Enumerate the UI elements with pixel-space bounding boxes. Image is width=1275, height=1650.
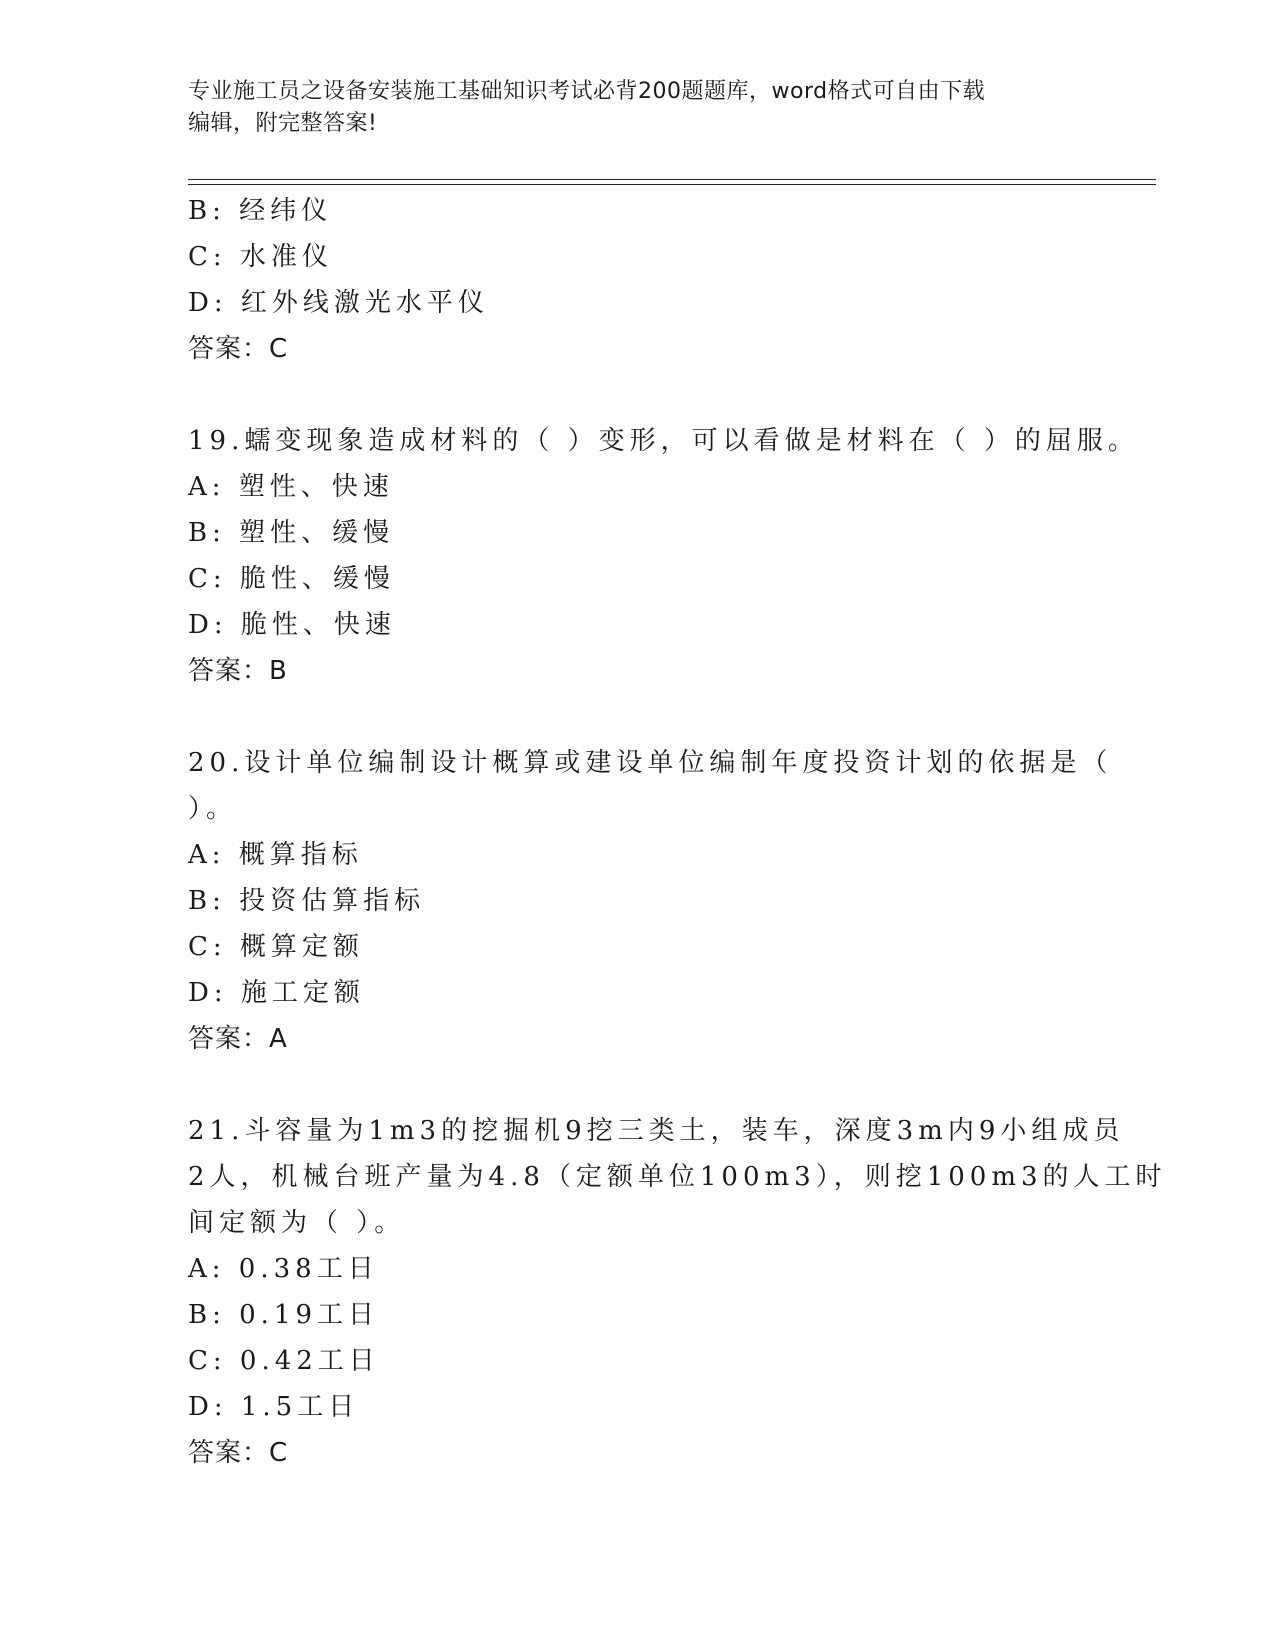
answer-line: 答案：C [188, 1438, 289, 1468]
option-a: A: 0.38工日 [188, 1254, 379, 1284]
option-b: B: 经纬仪 [188, 196, 333, 226]
question-19 [188, 418, 1139, 694]
answer-line: 答案：A [188, 1024, 288, 1054]
question-18-tail [188, 188, 1088, 372]
option-b: B: 0.19工日 [188, 1300, 380, 1330]
option-b: B: 投资估算指标 [188, 886, 426, 916]
option-c: C: 0.42工日 [188, 1346, 380, 1376]
question-list [188, 188, 1167, 1476]
answer-line: 答案：B [188, 656, 288, 686]
option-d: D: 1.5工日 [188, 1392, 360, 1422]
option-a: A: 概算指标 [188, 840, 363, 870]
header-title-line-2: 编辑，附完整答案! [188, 111, 378, 136]
answer-line: 答案：C [188, 334, 289, 364]
question-stem-line-1: 21.斗容量为1m3的挖掘机9挖三类土，装车，深度3m内9小组成员 [188, 1116, 1125, 1146]
question-stem-line-3: 间定额为（ ）。 [188, 1208, 406, 1238]
option-a: A: 塑性、快速 [188, 472, 394, 502]
header-divider-bottom [188, 184, 1156, 185]
question-21 [188, 1108, 1167, 1476]
option-d: D: 脆性、快速 [188, 610, 396, 640]
question-stem: 19.蠕变现象造成材料的（ ）变形，可以看做是材料在（ ）的屈服。 [188, 426, 1139, 456]
document-header [188, 76, 1068, 140]
header-title-line-1: 专业施工员之设备安装施工基础知识考试必背200题题库，word格式可自由下载 [188, 79, 986, 104]
option-c: C: 水准仪 [188, 242, 333, 272]
question-stem-line-1: 20.设计单位编制设计概算或建设单位编制年度投资计划的依据是（ [188, 748, 1113, 778]
spacer [188, 1062, 1088, 1108]
option-c: C: 概算定额 [188, 932, 364, 962]
option-d: D: 红外线激光水平仪 [188, 288, 489, 318]
spacer [188, 372, 1088, 418]
option-c: C: 脆性、缓慢 [188, 564, 395, 594]
question-stem-line-2: ）。 [188, 794, 238, 824]
spacer [188, 694, 1088, 740]
option-d: D: 施工定额 [188, 978, 365, 1008]
header-divider-top [188, 179, 1156, 180]
question-20 [188, 740, 1113, 1062]
question-stem-line-2: 2人，机械台班产量为4.8（定额单位100m3），则挖100m3的人工时 [188, 1162, 1167, 1192]
option-b: B: 塑性、缓慢 [188, 518, 395, 548]
